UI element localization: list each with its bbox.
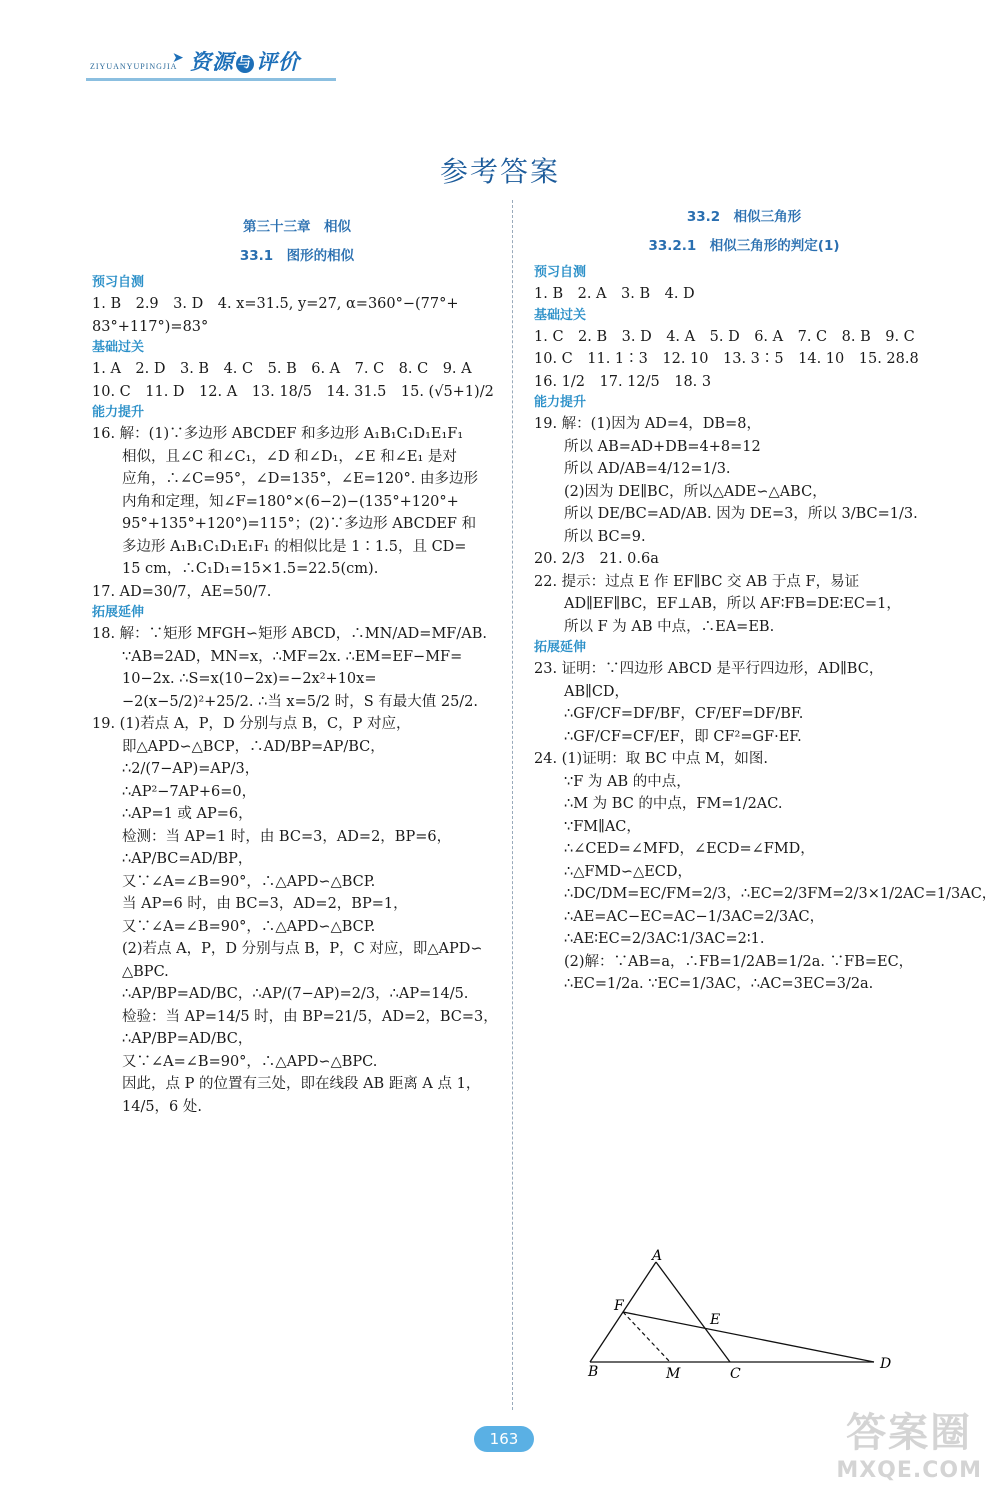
answer-line: 多边形 A₁B₁C₁D₁E₁F₁ 的相似比是 1∶1.5，且 CD= xyxy=(122,538,467,555)
answer-line: ∴AP/BP=AD/BC，∴AP/(7−AP)=2/3，∴AP=14/5. xyxy=(122,986,469,1002)
answer-line: ∵FM∥AC， xyxy=(564,818,641,835)
answer-line: ∴M 为 BC 的中点，FM=1/2AC. xyxy=(564,796,783,812)
header-title-b: 评价 xyxy=(256,50,300,74)
answer-line: AB∥CD， xyxy=(564,683,630,700)
header-logo xyxy=(86,44,348,80)
answer-line: ∴AP/BC=AD/BP， xyxy=(122,851,253,867)
answer-line: 检验：当 AP=14/5 时，由 BP=21/5，AD=2，BC=3， xyxy=(122,1008,498,1025)
arrow-icon: ➤ xyxy=(172,50,184,66)
header-title-a: 资源 xyxy=(190,50,234,74)
header-underline xyxy=(86,78,336,81)
answer-line: 应角，∴∠C=95°，∠D=135°，∠E=120°. 由多边形 xyxy=(122,471,478,487)
answer-line: △BPC. xyxy=(122,963,169,980)
answer-line: ∴EC=1/2a. ∵EC=1/3AC，∴AC=3EC=3/2a. xyxy=(564,976,874,992)
watermark-line1: 答案圈 xyxy=(846,1410,973,1456)
answer-line: 1. B 2. A 3. B 4. D xyxy=(534,286,695,302)
answer-line: (2)解：∵AB=a，∴FB=1/2AB=1/2a. ∵FB=EC， xyxy=(564,953,914,970)
answer-line: 14/5，6 处. xyxy=(122,1098,203,1115)
answer-line: 相似，且∠C 和∠C₁，∠D 和∠D₁，∠E 和∠E₁ 是对 xyxy=(122,448,457,465)
label-a: A xyxy=(652,1248,663,1264)
edge-fd xyxy=(623,1312,874,1362)
answer-line: ∴AP²−7AP+6=0， xyxy=(122,783,257,800)
label-m: M xyxy=(666,1366,681,1382)
answer-line: 所以 AB=AD+DB=4+8=12 xyxy=(564,438,761,455)
label-e: E xyxy=(710,1312,721,1328)
section-label: 预习自测 xyxy=(534,265,587,280)
header-pinyin: ZIYUANYUPINGJIA xyxy=(90,62,178,71)
label-b: B xyxy=(588,1364,599,1380)
section-heading: 33.2 相似三角形 xyxy=(686,209,802,225)
answer-line: 24. (1)证明：取 BC 中点 M，如图. xyxy=(534,751,769,767)
answer-line: 22. 提示：过点 E 作 EF∥BC 交 AB 于点 F，易证 xyxy=(534,573,860,590)
answer-line: 所以 BC=9. xyxy=(564,528,646,545)
answer-line: 10. C 11. D 12. A 13. 18/5 14. 31.5 15. (√5+1)/2 xyxy=(92,383,494,400)
answer-line: ∴GF/CF=DF/BF，CF/EF=DF/BF. xyxy=(564,706,804,722)
answer-line: 所以 DE/BC=AD/AB. 因为 DE=3，所以 3/BC=1/3. xyxy=(564,506,918,522)
answer-line: 1. C 2. B 3. D 4. A 5. D 6. A 7. C 8. B 9. C xyxy=(534,328,915,345)
answer-line: 又∵∠A=∠B=90°，∴△APD∽△BCP. xyxy=(122,873,376,890)
answer-line: 15 cm，∴C₁D₁=15×1.5=22.5(cm). xyxy=(122,561,379,577)
watermark xyxy=(836,1401,982,1483)
left-column xyxy=(92,212,502,1118)
answer-line: ∴AE=AC−EC=AC−1/3AC=2/3AC， xyxy=(564,908,825,925)
answer-line: 内角和定理，知∠F=180°×(6−2)−(135°+120°+ xyxy=(122,493,459,510)
answer-line: ∴GF/CF=CF/EF，即 CF²=GF·EF. xyxy=(564,728,802,745)
page-number: 163 xyxy=(474,1426,534,1452)
answer-line: 又∵∠A=∠B=90°，∴△APD∽△BPC. xyxy=(122,1053,378,1070)
label-d: D xyxy=(880,1356,892,1372)
answer-line: 19. (1)若点 A，P，D 分别与点 B，C，P 对应， xyxy=(92,716,411,732)
label-c: C xyxy=(730,1366,741,1382)
section-label: 基础过关 xyxy=(92,340,145,355)
header-title-yu: 与 xyxy=(237,56,252,71)
section-label: 拓展延伸 xyxy=(92,605,145,620)
answer-line: ∴AE∶EC=2/3AC∶1/3AC=2∶1. xyxy=(564,931,765,947)
answer-line: 所以 F 为 AB 中点，∴EA=EB. xyxy=(564,618,775,635)
answer-line: 16. 1/2 17. 12/5 18. 3 xyxy=(534,373,712,390)
answer-line: 1. A 2. D 3. B 4. C 5. B 6. A 7. C 8. C 9. A xyxy=(92,361,472,377)
section-label: 能力提升 xyxy=(534,395,587,410)
answer-line: 23. 证明：∵四边形 ABCD 是平行四边形，AD∥BC， xyxy=(534,661,884,677)
answer-line: ∴△FMD∽△ECD， xyxy=(564,863,693,880)
answer-line: 又∵∠A=∠B=90°，∴△APD∽△BCP. xyxy=(122,918,376,935)
watermark-line2: MXQE.COM xyxy=(836,1458,982,1483)
answer-line: 10. C 11. 1∶3 12. 10 13. 3∶5 14. 10 15. 28.8 xyxy=(534,351,919,367)
subsection-heading: 33.2.1 相似三角形的判定(1) xyxy=(648,237,840,254)
answer-line: ∴AP=1 或 AP=6， xyxy=(122,806,253,822)
answer-line: 即△APD∽△BCP，∴AD/BP=AP/BC， xyxy=(122,738,385,755)
section-label: 基础过关 xyxy=(534,307,587,323)
answer-line: ∵F 为 AB 的中点， xyxy=(564,773,691,790)
answer-line: 20. 2/3 21. 0.6a xyxy=(534,551,659,567)
triangle-figure xyxy=(582,1248,902,1388)
answer-line: (2)若点 A，P，D 分别与点 B，P，C 对应，即△APD∽ xyxy=(122,941,483,957)
page-title: 参考答案 xyxy=(439,155,560,188)
answer-line: 18. 解：∵矩形 MFGH∽矩形 ABCD，∴MN/AD=MF/AB. xyxy=(92,626,487,642)
answer-line: 当 AP=6 时，由 BC=3，AD=2，BP=1， xyxy=(122,896,408,912)
answer-line: 19. 解：(1)因为 AD=4，DB=8， xyxy=(534,416,761,432)
answer-line: ∴2/(7−AP)=AP/3， xyxy=(122,761,260,777)
answer-line: 16. 解：(1)∵多边形 ABCDEF 和多边形 A₁B₁C₁D₁E₁F₁ xyxy=(92,426,464,442)
column-divider xyxy=(512,200,513,1410)
right-column xyxy=(534,202,997,996)
answer-line: 所以 AD/AB=4/12=1/3. xyxy=(564,461,731,477)
answer-line: ∴DC/DM=EC/FM=2/3，∴EC=2/3FM=2/3×1/2AC=1/3AC， xyxy=(564,886,997,902)
label-f: F xyxy=(614,1298,624,1314)
header-title xyxy=(190,46,300,76)
answer-line: 1. B 2.9 3. D 4. x=31.5, y=27, α=360°−(77°+ xyxy=(92,296,459,312)
answer-line: ∴∠CED=∠MFD，∠ECD=∠FMD， xyxy=(564,841,815,857)
answer-line: AD∥EF∥BC，EF⊥AB，所以 AF∶FB=DE∶EC=1， xyxy=(564,596,901,612)
answer-line: 检测：当 AP=1 时，由 BC=3，AD=2，BP=6， xyxy=(122,828,452,845)
answer-line: ∵AB=2AD，MN=x，∴MF=2x. ∴EM=EF−MF= xyxy=(122,648,463,665)
section-label: 能力提升 xyxy=(92,405,145,420)
answer-line: 10−2x. ∴S=x(10−2x)=−2x²+10x= xyxy=(122,671,377,687)
answer-line: −2(x−5/2)²+25/2. ∴当 x=5/2 时，S 有最大值 25/2. xyxy=(122,693,479,710)
answer-line: 83°+117°)=83° xyxy=(92,318,209,335)
section-label: 拓展延伸 xyxy=(534,640,587,655)
answer-line: ∴AP/BP=AD/BC， xyxy=(122,1031,253,1047)
section-heading: 33.1 图形的相似 xyxy=(239,247,355,264)
answer-line: 17. AD=30/7，AE=50/7. xyxy=(92,583,272,600)
answer-line: (2)因为 DE∥BC，所以△ADE∽△ABC， xyxy=(564,483,827,500)
section-label: 预习自测 xyxy=(92,275,145,290)
chapter-heading: 第三十三章 相似 xyxy=(243,219,351,235)
answer-line: 95°+135°+120°)=115°；(2)∵多边形 ABCDEF 和 xyxy=(122,516,477,532)
answer-line: 因此，点 P 的位置有三处，即在线段 AB 距离 A 点 1， xyxy=(122,1076,481,1092)
